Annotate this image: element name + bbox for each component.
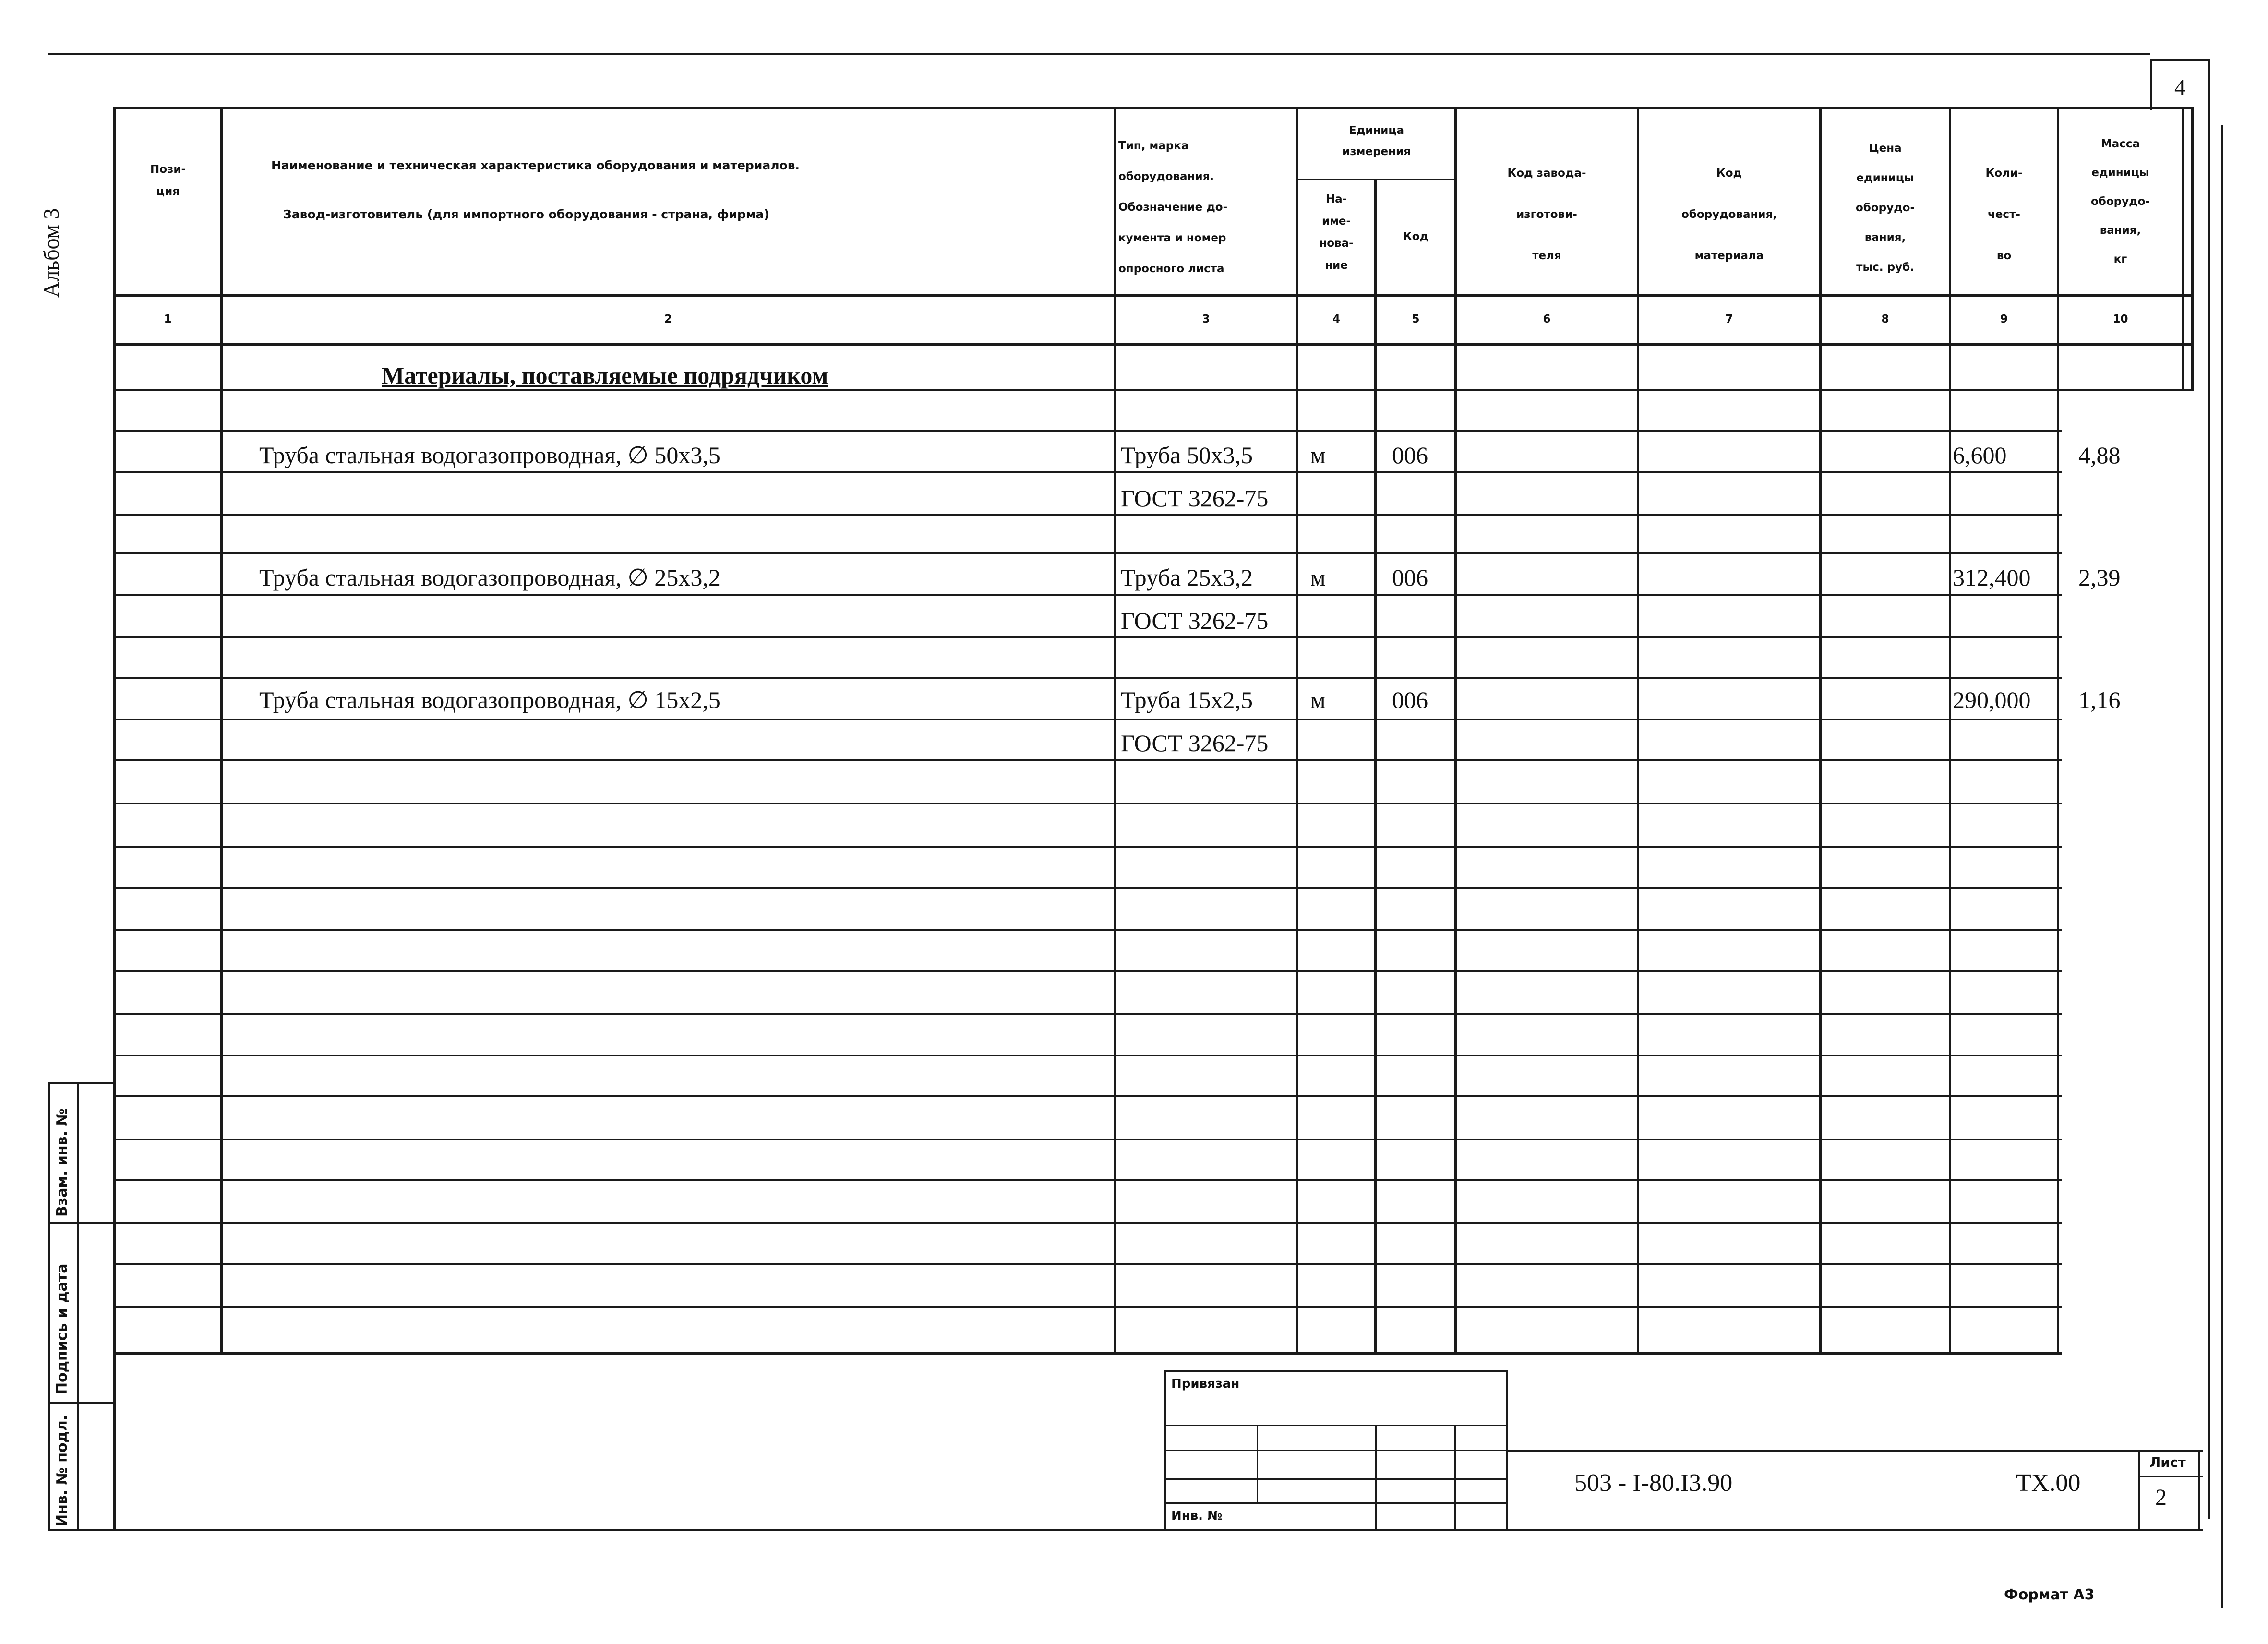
stamp-original-inv: Инв. № подл. — [54, 1415, 71, 1526]
row-rule — [113, 552, 2062, 554]
row-rule — [113, 887, 2062, 889]
row-rule — [113, 1222, 2062, 1224]
header-price: Цена единицы оборудо- вания, тыс. руб. — [1855, 142, 1915, 274]
row3-mass: 1,16 — [2078, 686, 2121, 713]
row1-code: 006 — [1392, 442, 1428, 468]
tb-privyazan: Привязан — [1171, 1377, 1240, 1391]
row3-name: Труба стальная водогазопроводная, ∅ 15х2,5 — [259, 686, 720, 713]
row-rule — [113, 803, 2062, 804]
col-divider-4 — [1374, 179, 1377, 1354]
col-divider-8 — [1949, 107, 1951, 1354]
section-title: Материалы, поставляемые подрядчиком — [382, 362, 828, 389]
tb-sheet-number: 2 — [2155, 1485, 2167, 1510]
stamp-signature-date: Подпись и дата — [54, 1263, 71, 1394]
row2-type: Труба 25х3,2 — [1121, 564, 1253, 591]
stamp-sep-2 — [48, 1402, 115, 1404]
colnum-4: 4 — [1332, 313, 1340, 325]
tb-bind-col3 — [1454, 1425, 1456, 1531]
row1-unit: м — [1310, 442, 1326, 468]
row1-doc: ГОСТ 3262-75 — [1121, 485, 1269, 512]
row-rule — [113, 514, 2062, 516]
tb-bind-top — [1164, 1370, 1507, 1372]
row-rule — [113, 594, 2062, 596]
row2-doc: ГОСТ 3262-75 — [1121, 607, 1269, 634]
row1-qty: 6,600 — [1953, 442, 2007, 468]
tb-inv-no: Инв. № — [1171, 1509, 1223, 1523]
row-rule — [113, 759, 2062, 761]
row-rule — [113, 1306, 2062, 1308]
colnum-7: 7 — [1725, 313, 1733, 325]
row-rule — [113, 1095, 2062, 1097]
col-divider-6 — [1637, 107, 1639, 1354]
stamp-sep-1 — [48, 1222, 115, 1224]
colnum-9: 9 — [2000, 313, 2008, 325]
table-bottom-border — [113, 1352, 2062, 1355]
tb-sheet-sep — [2138, 1476, 2203, 1477]
top-rule — [48, 53, 2150, 55]
row-rule — [113, 1139, 2062, 1140]
row-rule — [113, 677, 2062, 679]
corner-box-left — [2150, 60, 2152, 110]
header-unit-group: Единица измерения — [1342, 124, 1411, 158]
col-divider-9 — [2057, 107, 2059, 1354]
tb-main-top — [1507, 1450, 2203, 1452]
row-rule — [113, 1013, 2062, 1015]
row-rule — [113, 636, 2062, 638]
tb-bind-col1 — [1257, 1425, 1258, 1504]
colnum-6: 6 — [1543, 313, 1551, 325]
table-top-border — [113, 107, 2194, 109]
tb-sheet-label: Лист — [2149, 1454, 2186, 1470]
row1-name: Труба стальная водогазопроводная, ∅ 50х3,5 — [259, 442, 720, 468]
row-rule — [113, 1055, 2062, 1056]
row-rule — [113, 1263, 2062, 1265]
colnum-5: 5 — [1412, 313, 1420, 325]
row3-code: 006 — [1392, 686, 1428, 713]
row-rule — [113, 719, 2062, 720]
header-quantity: Коли- чест- во — [1985, 167, 2023, 262]
row-rule — [113, 471, 2062, 473]
row1-mass: 4,88 — [2078, 442, 2121, 468]
header-position: Пози- ция — [150, 163, 186, 198]
row-rule — [113, 430, 2062, 432]
row3-type: Труба 15х2,5 — [1121, 686, 1253, 713]
row2-mass: 2,39 — [2078, 564, 2121, 591]
header-equipment-code: Код оборудования, материала — [1681, 167, 1777, 262]
stamp-replace-inv: Взам. инв. № — [54, 1108, 71, 1217]
stamp-left-border — [48, 1082, 50, 1531]
row3-doc: ГОСТ 3262-75 — [1121, 730, 1269, 756]
tb-doc-code: 503 - I-80.I3.90 — [1574, 1469, 1733, 1497]
row-rule — [113, 929, 2062, 931]
header-unit-name: На- име- нова- ние — [1319, 193, 1354, 272]
row-rule — [113, 970, 2062, 972]
table-right-border — [2191, 107, 2194, 390]
header-bottom-rule — [113, 294, 2194, 297]
header-factory-code: Код завода- изготови- теля — [1507, 167, 1586, 262]
header-mass: Масса единицы оборудо- вания, кг — [2090, 138, 2150, 265]
tb-mark: ТХ.00 — [2016, 1469, 2081, 1497]
header-name-line1: Наименование и техническая характеристика оборудования и материалов. — [271, 158, 800, 172]
format-label: Формат А3 — [2004, 1586, 2095, 1603]
col-divider-3 — [1296, 107, 1298, 1354]
colnum-8: 8 — [1881, 313, 1889, 325]
row1-type: Труба 50х3,5 — [1121, 442, 1253, 468]
colnum-2: 2 — [664, 313, 672, 325]
row3-qty: 290,000 — [1953, 686, 2031, 713]
col-divider-2 — [1114, 107, 1116, 1354]
tb-sheet-right — [2198, 1450, 2200, 1531]
row-rule — [113, 1179, 2062, 1181]
col-divider-1 — [220, 107, 223, 1354]
row2-qty: 312,400 — [1953, 564, 2031, 591]
row2-unit: м — [1310, 564, 1326, 591]
col-divider-7 — [1819, 107, 1822, 1354]
header-unit-code: Код — [1403, 230, 1429, 243]
header-name-line2: Завод-изготовитель (для импортного оборудования - страна, фирма) — [283, 207, 769, 221]
tb-sheet-left — [2138, 1450, 2140, 1531]
colnum-3: 3 — [1202, 313, 1210, 325]
col-divider-5 — [1454, 107, 1457, 1354]
row3-unit: м — [1310, 686, 1326, 713]
album-label: Альбом 3 — [39, 208, 63, 298]
right-outer-border — [2208, 60, 2210, 1519]
row-rule — [113, 846, 2062, 848]
right-margin-line — [2221, 125, 2223, 1608]
colnum-10: 10 — [2112, 313, 2128, 325]
col-divider-10 — [2182, 107, 2184, 390]
sheet-corner-number: 4 — [2174, 75, 2185, 99]
row2-name: Труба стальная водогазопроводная, ∅ 25х3,2 — [259, 564, 720, 591]
corner-box-top — [2150, 59, 2210, 61]
colnum-1: 1 — [164, 313, 172, 325]
row2-code: 006 — [1392, 564, 1428, 591]
stamp-top-border — [48, 1082, 115, 1084]
stamp-mid-border — [77, 1082, 79, 1531]
frame-bottom-border — [48, 1529, 2203, 1531]
header-type: Тип, марка оборудования. Обозначение до- кумента и номер опросного листа — [1118, 140, 1228, 275]
tb-bind-col2 — [1375, 1425, 1377, 1531]
colnum-bottom-rule — [113, 343, 2194, 346]
